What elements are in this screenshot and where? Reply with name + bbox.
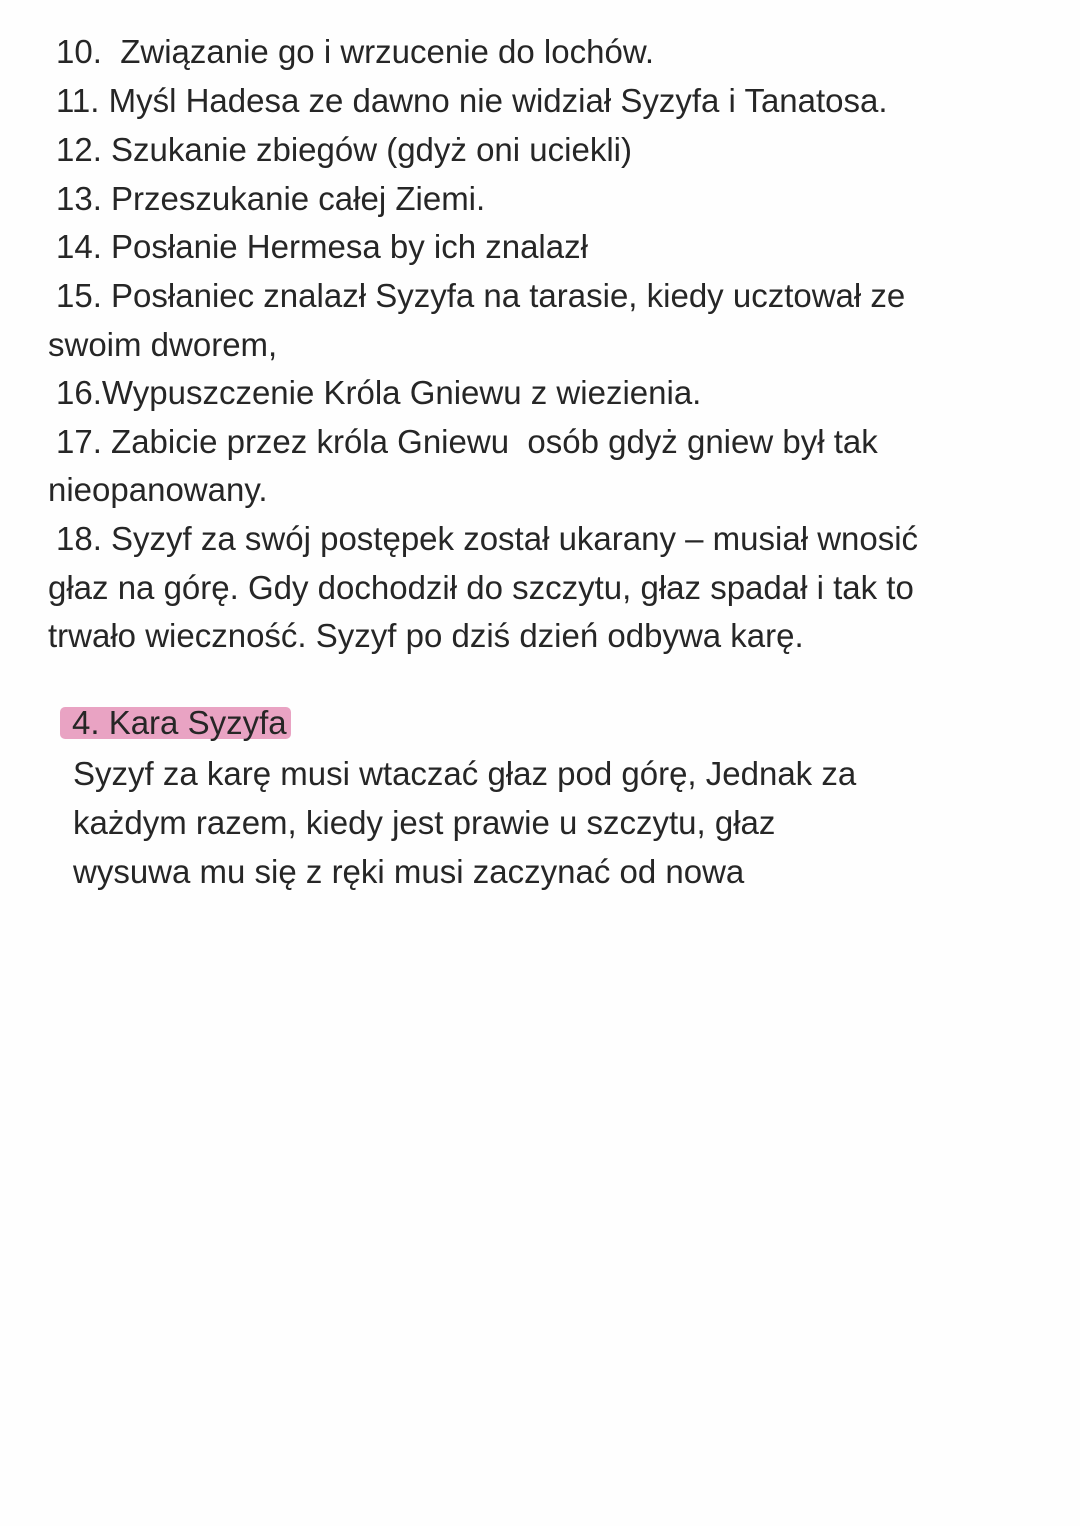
step-18: 18. Syzyf za swój postępek został ukarany – musiał wnosić xyxy=(56,520,919,557)
section-line: Syzyf za karę musi wtaczać głaz pod górę, Jednak za xyxy=(73,755,857,792)
section-heading: 4. Kara Syzyfa xyxy=(60,707,291,739)
step-15: 15. Posłaniec znalazł Syzyfa na tarasie, kiedy ucztował ze xyxy=(56,277,906,314)
step-17-cont: nieopanowany. xyxy=(48,471,268,508)
step-15-cont: swoim dworem, xyxy=(48,326,278,363)
step-13: 13. Przeszukanie całej Ziemi. xyxy=(56,180,486,217)
step-17: 17. Zabicie przez króla Gniewu osób gdyż gniew był tak xyxy=(56,423,878,460)
step-12: 12. Szukanie zbiegów (gdyż oni uciekli) xyxy=(56,131,632,168)
step-16: 16.Wypuszczenie Króla Gniewu z wiezienia. xyxy=(56,374,702,411)
section-line: każdym razem, kiedy jest prawie u szczytu, głaz xyxy=(73,804,776,841)
step-11: 11. Myśl Hadesa ze dawno nie widział Syzyfa i Tanatosa. xyxy=(56,82,888,119)
step-18-cont-2: trwało wieczność. Syzyf po dziś dzień odbywa karę. xyxy=(48,617,804,654)
step-18-cont: głaz na górę. Gdy dochodził do szczytu, głaz spadał i tak to xyxy=(48,569,914,606)
step-14: 14. Posłanie Hermesa by ich znalazł xyxy=(56,228,588,265)
section-line: wysuwa mu się z ręki musi zaczynać od nowa xyxy=(73,853,745,890)
step-10: 10. Związanie go i wrzucenie do lochów. xyxy=(56,33,654,70)
